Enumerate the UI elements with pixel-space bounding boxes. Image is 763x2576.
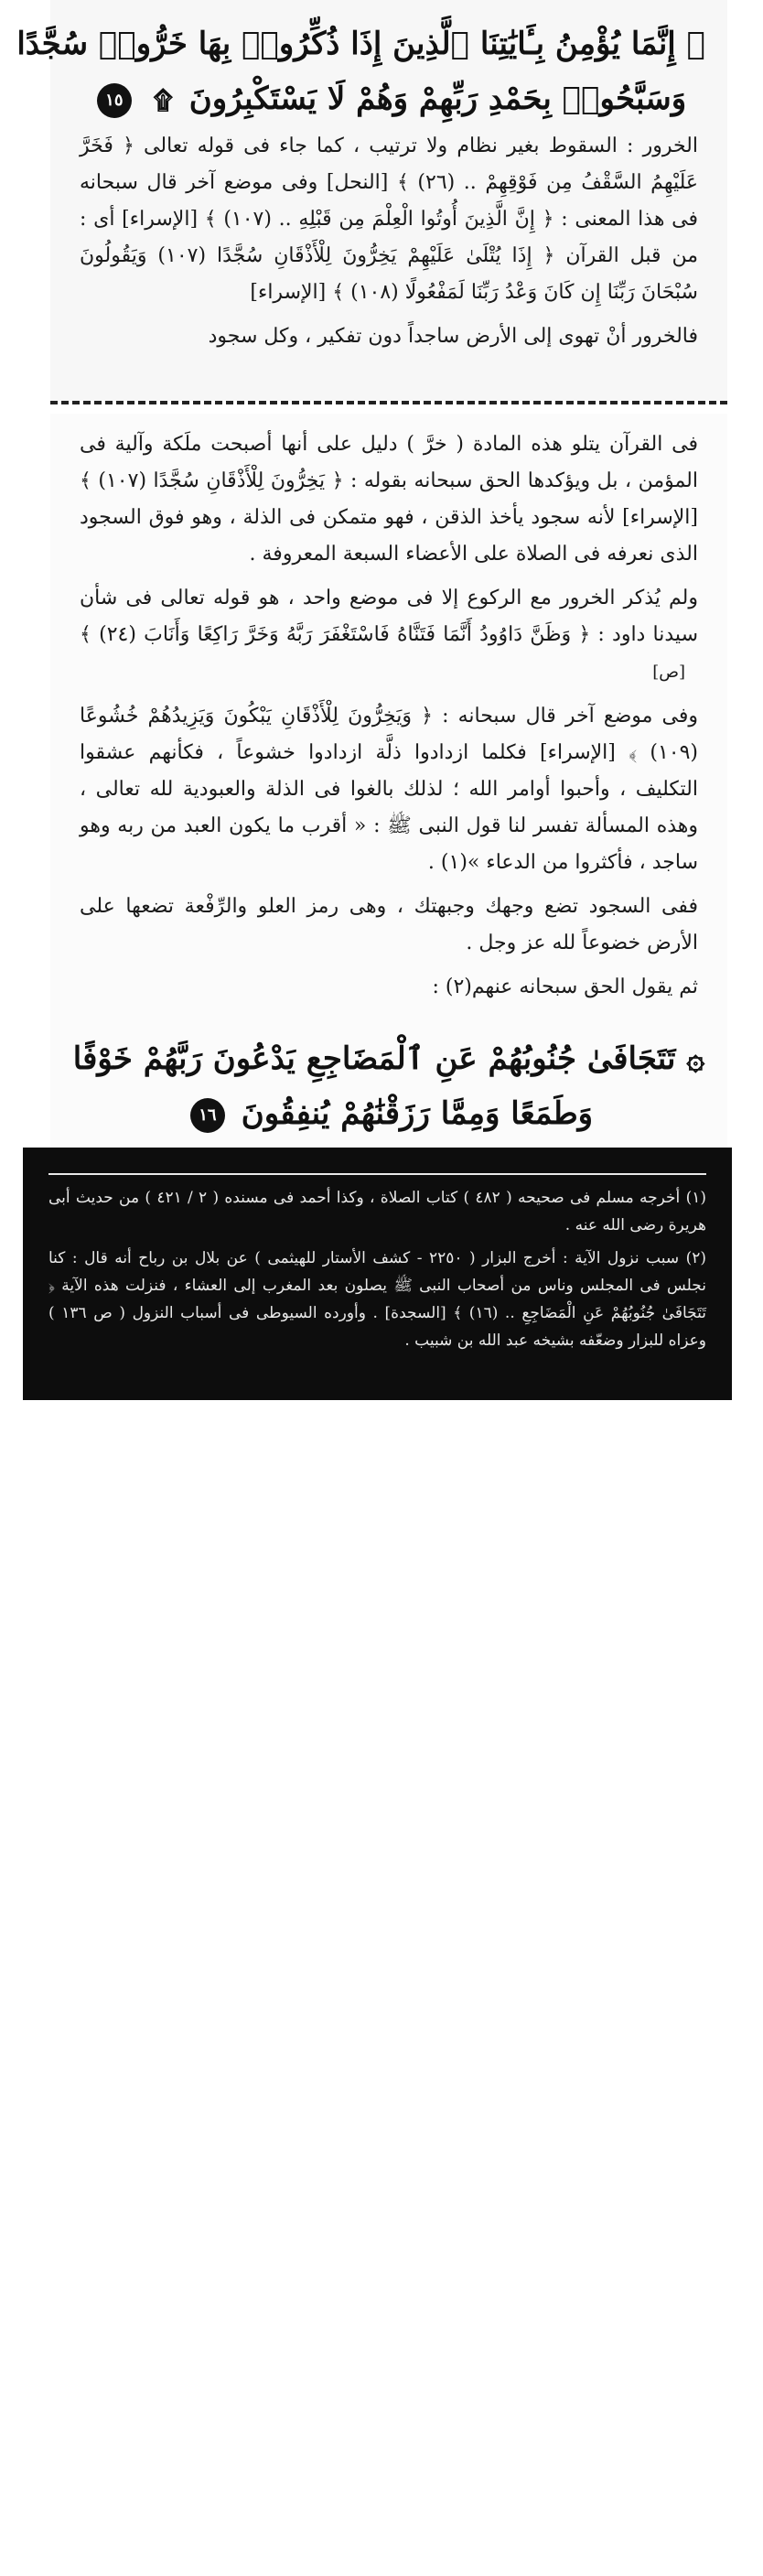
footnotes-panel xyxy=(23,1148,732,1400)
page-cut-divider xyxy=(50,401,727,404)
commentary-paragraph-1: الخرور : السقوط بغير نظام ولا ترتيب ، كما جاء فى قوله تعالى ﴿ فَخَرَّ عَلَيْهِمُ السَّقْفُ مِن فَوْقِهِمْ .. (٢٦) ﴾ [النحل] وفى موضع آخر قال سبحانه فى هذا المعنى : ﴿ إِنَّ الَّذِينَ أُوتُوا الْعِلْمَ مِن قَبْلِهِ .. (١٠٧) ﴾ [الإسراء] أى : من قبل القرآن ﴿ إِذَا يُتْلَىٰ عَلَيْهِمْ يَخِرُّونَ لِلْأَذْقَانِ سُجَّدًا (١٠٧) وَيَقُولُونَ سُبْحَانَ رَبِّنَا إِن كَانَ وَعْدُ رَبِّنَا لَمَفْعُولًا (١٠٨) ﴾ [الإسراء] xyxy=(80,135,699,304)
verse-top-line-2 xyxy=(72,71,705,128)
commentary-paragraph-4 xyxy=(50,580,727,691)
commentary-paragraph-6: ففى السجود تضع وجهك وجبهتك ، وهى رمز العلو والرِّفْعة تضعها على الأرض خضوعاً لله عز وجل . xyxy=(80,895,698,954)
verse-bottom-line-1: ۞ تَتَجَافَىٰ جُنُوبُهُمْ عَنِ ٱلْمَضَاجِعِ يَدْعُونَ رَبَّهُمْ خَوْفًا xyxy=(72,1040,705,1077)
verse-top-line-2-text: وَسَبَّحُوا۟ بِحَمْدِ رَبِّهِمْ وَهُمْ لَا يَسْتَكْبِرُونَ xyxy=(188,81,687,117)
verse-bottom xyxy=(50,1015,727,1141)
verse-top xyxy=(16,0,727,128)
verse-bottom-line-2-text: وَطَمَعًا وَمِمَّا رَزَقْنَٰهُمْ يُنفِقُونَ xyxy=(241,1095,594,1132)
sajda-icon: ۩ xyxy=(153,85,173,115)
commentary-paragraph-7: ثم يقول الحق سبحانه عنهم(٢) : xyxy=(432,975,698,998)
lower-scan-block xyxy=(50,414,727,1148)
upper-scan-block xyxy=(16,0,727,401)
surah-reference: [ص] xyxy=(652,663,685,682)
blank-area xyxy=(0,1400,763,2576)
verse-top-line-1: ۞ إِنَّمَا يُؤْمِنُ بِـَٔايَٰتِنَا ٱلَّذِينَ إِذَا ذُكِّرُوا۟ بِهَا خَرُّوا۟ سُجَّدًا xyxy=(16,26,705,62)
footnote-divider xyxy=(48,1173,706,1175)
footnote-1: (١) أخرجه مسلم فى صحيحه ( ٤٨٢ ) كتاب الصلاة ، وكذا أحمد فى مسنده ( ٢ / ٤٢١ ) من حديث أبى هريرة رضى الله عنه . xyxy=(48,1189,706,1234)
ayah-number-badge: ١٦ xyxy=(190,1098,225,1133)
commentary-paragraph-4-text: ولم يُذكر الخرور مع الركوع إلا فى موضع واحد ، هو قوله تعالى فى شأن سيدنا داود : ﴿ وَظَنَّ دَاوُودُ أَنَّمَا فَتَنَّاهُ فَاسْتَغْفَرَ رَبَّهُ وَخَرَّ رَاكِعًا وَأَنَابَ (٢٤) ﴾ xyxy=(80,587,699,646)
footnote-2: (٢) سبب نزول الآية : أخرج البزار ( ٢٢٥٠ - كشف الأستار للهيثمى ) عن بلال بن رباح أنه قال : كنا نجلس فى المجلس وناس من أصحاب النبى ﷺ يصلون بعد المغرب إلى العشاء ، فنزلت هذه الآية ﴿ تَتَجَافَىٰ جُنُوبُهُمْ عَنِ الْمَضَاجِعِ .. (١٦) ﴾ [السجدة] . وأورده السيوطى فى أسباب النزول ( ص ١٣٦ ) وعزاه للبزار وضعّفه بشيخه عبد الله بن شبيب . xyxy=(48,1249,707,1350)
commentary-paragraph-5: وفى موضع آخر قال سبحانه : ﴿ وَيَخِرُّونَ لِلْأَذْقَانِ يَبْكُونَ وَيَزِيدُهُمْ خُشُوعًا (١٠٩) ﴾ [الإسراء] فكلما ازدادوا ذلَّة ازدادوا خشوعاً ، فكأنهم عشقوا التكليف ، وأحبوا أوامر الله ؛ لذلك بالغوا فى الذلة والعبودية لله تعالى ، وهذه المسألة تفسر لنا قول النبى ﷺ : « أقرب ما يكون العبد من ربه وهو ساجد ، فأكثروا من الدعاء »(١) . xyxy=(80,705,698,874)
ayah-number-badge: ١٥ xyxy=(97,83,132,118)
commentary-paragraph-3: فى القرآن يتلو هذه المادة ( خرَّ ) دليل على أنها أصبحت ملَكة وآلية فى المؤمن ، بل ويؤكدها الحق سبحانه بقوله : ﴿ يَخِرُّونَ لِلْأَذْقَانِ سُجَّدًا (١٠٧) ﴾ [الإسراء] لأنه سجود يأخذ الذقن ، فهو متمكن فى الذلة ، وهو فوق السجود الذى نعرفه فى الصلاة على الأعضاء السبعة المعروفة . xyxy=(80,433,698,566)
verse-bottom-line-2 xyxy=(72,1086,705,1141)
commentary-paragraph-2: فالخرور أنْ تهوى إلى الأرض ساجداً دون تفكير ، وكل سجود xyxy=(208,325,698,348)
